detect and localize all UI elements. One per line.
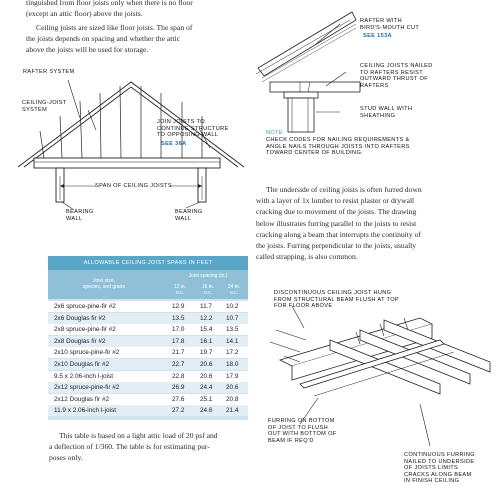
header-joist: Joist size, species, and grade — [82, 278, 126, 290]
cell-joist: 2x6 spruce-pine-fir #2 — [54, 303, 116, 310]
cell-span-12: 27.6 — [172, 395, 185, 403]
cell-joist: 2x10 spruce-pine-fir #2 — [54, 349, 120, 357]
table-row — [48, 336, 248, 347]
cell-span-16: 11.7 — [200, 303, 212, 310]
header-spacing-16: 16 in. o.c. — [201, 284, 215, 296]
note-text: CHECK CODES FOR NAILING REQUIREMENTS & ANGLE NAILS THROUGH JOISTS INTO RAFTERS TOWARD CENTER OF BUILDING. — [266, 137, 410, 157]
header-spacing-12: 12 in. o.c. — [173, 284, 187, 296]
cell-span-16: 19.7 — [200, 349, 213, 357]
text-line: tinguished from floor joists only when there is no floor — [26, 0, 193, 7]
cell-span-12: 22.8 — [172, 372, 185, 380]
text-line: cracking due to movement of the joists. The drawing — [256, 207, 417, 217]
cell-span-16: 16.1 — [200, 337, 213, 345]
label-rafter-system: RAFTER SYSTEM — [23, 69, 75, 75]
table-row — [48, 394, 248, 405]
body-paragraph-4 — [49, 430, 259, 464]
label-join-joists: JOIN JOISTS TO CONTINUE STRUCTURE TO OPPOSING WALL — [157, 119, 229, 139]
cell-span-24: 17.2 — [226, 349, 239, 357]
label-stud-wall: STUD WALL WITH SHEATHING — [360, 106, 413, 119]
table-title: ALLOWABLE CEILING JOIST SPANS IN FEET — [48, 256, 248, 270]
text-line: with a layer of 1x lumber to resist plaster or drywall — [256, 196, 415, 206]
cell-span-16: 24.4 — [200, 384, 213, 392]
cell-joist: 11.9 x 2.06-inch I-joist — [54, 407, 117, 415]
label-ceiling-joist-system: CEILING-JOIST SYSTEM — [22, 100, 67, 113]
cell-span-24: 21.4 — [226, 407, 239, 415]
cell-span-12: 22.7 — [172, 361, 185, 368]
cell-span-24: 17.9 — [226, 372, 239, 380]
cell-joist: 2x12 Douglas fir #2 — [54, 395, 110, 403]
label-continuous-furring: CONTINUOUS FURRING NAILED TO UNDERSIDE OF JOISTS LIMITS CRACKS ALONG BEAM IN FINISH CEILING — [404, 452, 475, 485]
table-row — [48, 301, 248, 312]
label-span: SPAN OF CEILING JOISTS — [95, 183, 172, 189]
label-furring-bottom: FURRING ON BOTTOM OF JOIST TO FLUSH OUT WITH BOTTOM OF BEAM IF REQ'D — [268, 418, 337, 444]
note-label: NOTE — [266, 130, 283, 136]
cell-joist: 9.5 x 2.06-inch I-joist — [54, 372, 113, 380]
cell-joist: 2x6 Douglas fir #2 — [54, 314, 106, 322]
joist-span-table — [48, 256, 248, 420]
text-line: a deflection of 1/360. The table is for estimating pur- — [49, 442, 210, 452]
text-line: above the joists will be used for storage. — [26, 45, 149, 55]
ref-birdsmouth: SEE 153A — [363, 33, 392, 39]
table-row — [48, 405, 248, 416]
ref-join-joists: SEE 36A — [161, 141, 187, 147]
text-line: called strapping, is also common. — [256, 252, 358, 262]
text-line: This table is based on a light attic load of 20 psf and — [59, 431, 218, 440]
table-row — [48, 347, 248, 358]
cell-span-16: 25.1 — [200, 395, 213, 403]
text-line: the joists. Furring perpendicular to the joists, usually — [256, 241, 417, 251]
cell-span-24: 18.0 — [226, 361, 239, 368]
cell-joist: 2x10 Douglas fir #2 — [54, 361, 110, 368]
text-line: Ceiling joists are sized like floor joists. The span of — [36, 23, 193, 32]
cell-span-12: 12.9 — [172, 303, 185, 310]
table-row — [48, 382, 248, 393]
header-spacing-24: 24 in. o.c. — [227, 284, 241, 296]
cell-joist: 2x8 Douglas fir #2 — [54, 337, 106, 345]
table-row — [48, 324, 248, 335]
cell-joist: 2x12 spruce-pine-fir #2 — [54, 384, 120, 392]
cell-span-24: 20.6 — [226, 384, 239, 392]
table-row — [48, 371, 248, 382]
text-line: (except an attic floor) above the joists. — [26, 9, 143, 19]
label-bearing-wall-right: BEARING WALL — [175, 209, 203, 222]
cell-span-16: 12.2 — [200, 314, 213, 322]
cell-span-16: 20.6 — [200, 372, 213, 380]
label-ceiling-joists-nailed: CEILING JOISTS NAILED TO RAFTERS RESIST OUTWARD THRUST OF RAFTERS — [360, 63, 433, 89]
text-line: poses only. — [49, 453, 83, 463]
cell-span-24: 10.7 — [226, 314, 239, 322]
cell-span-16: 20.6 — [200, 361, 213, 368]
label-bearing-wall-left: BEARING WALL — [66, 209, 94, 222]
cell-span-24: 14.1 — [226, 337, 239, 345]
table-row — [48, 359, 248, 370]
header-spacing: Joist spacing (in.) — [188, 273, 228, 279]
text-line: cracking along a beam that interrupts the continuity of — [256, 229, 421, 239]
cell-span-24: 13.5 — [226, 326, 239, 334]
cell-span-16: 24.6 — [200, 407, 213, 415]
text-line: The underside of ceiling joists is often furred down — [266, 185, 422, 194]
cell-span-12: 17.0 — [172, 326, 185, 334]
cell-span-24: 10.2 — [226, 303, 239, 310]
cell-span-12: 21.7 — [172, 349, 185, 357]
cell-span-12: 26.9 — [172, 384, 185, 392]
cell-span-16: 15.4 — [200, 326, 213, 334]
label-rafter-birdsmouth: RAFTER WITH BIRD'S-MOUTH CUT — [360, 18, 420, 31]
cell-span-12: 13.5 — [172, 314, 185, 322]
text-line: the joists depends on spacing and whether the attic — [26, 34, 180, 44]
table-row — [48, 313, 248, 324]
label-discontinuous-joist: DISCONTINUOUS CEILING JOIST HUNG FROM STRUCTURAL BEAM FLUSH AT TOP FOR FLOOR ABOVE — [274, 290, 399, 310]
text-line: below illustrates furring parallel to the joists to resist — [256, 218, 417, 228]
cell-joist: 2x8 spruce-pine-fir #2 — [54, 326, 116, 334]
cell-span-12: 17.8 — [172, 337, 185, 345]
cell-span-12: 27.2 — [172, 407, 185, 415]
cell-span-24: 20.8 — [226, 395, 239, 403]
